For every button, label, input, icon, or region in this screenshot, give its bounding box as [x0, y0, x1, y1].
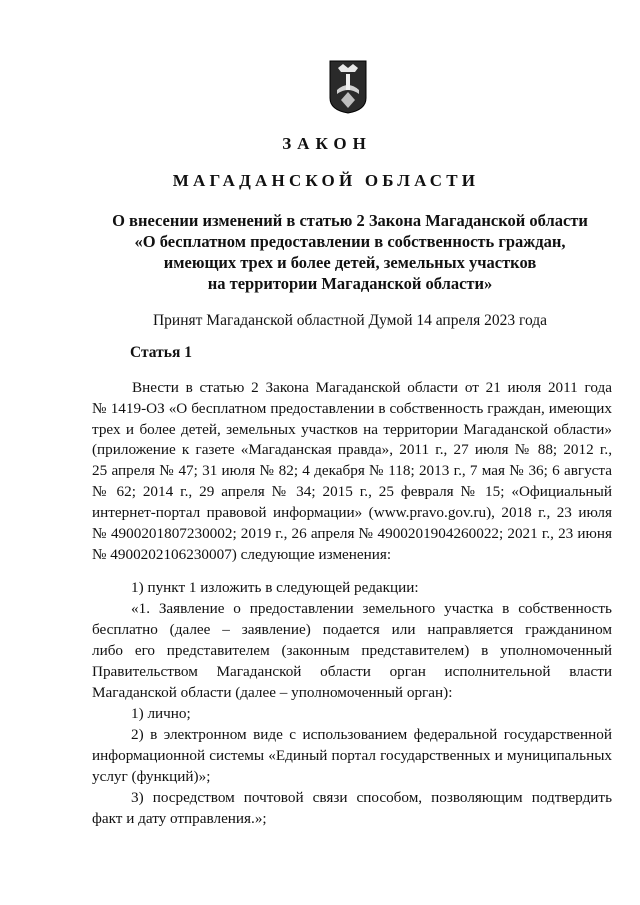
paragraph-line: Внести в статью 2 Закона Магаданской области от 21 июля 2011 года: [132, 379, 612, 396]
quoted-paragraph-line: Магаданской области (далее – уполномоченный орган):: [92, 684, 453, 701]
paragraph-line: № 4900201807230002; 2019 г., 26 апреля № 4900201904260022; 2021 г., 23 июня: [92, 525, 612, 542]
article-title: Статья 1: [130, 344, 192, 361]
law-title: ЗАКОН: [282, 134, 372, 153]
paragraph-line: № 62; 2014 г., 29 апреля № 34; 2015 г., 25 февраля № 15; «Официальный: [92, 483, 612, 500]
paragraph-line: (приложение к газете «Магаданская правда», 2011 г., 27 июля № 88; 2012 г.,: [92, 441, 612, 458]
item-line: 1) пункт 1 изложить в следующей редакции:: [131, 579, 419, 596]
law-heading: [80, 210, 620, 294]
paragraph-line: 25 апреля № 47; 31 июля № 82; 4 декабря № 118; 2013 г., 7 мая № 36; 6 августа: [92, 462, 612, 479]
quoted-paragraph-line: либо его представителем (законным представителем) в уполномоченный: [92, 642, 612, 659]
paragraph-line: трех и более детей, земельных участков на территории Магаданской области»: [92, 421, 612, 438]
paragraph-line: № 1419-ОЗ «О бесплатном предоставлении в собственность граждан, имеющих: [92, 400, 612, 417]
subitem-line: 1) лично;: [131, 705, 191, 722]
subitem-line: 2) в электронном виде с использованием федеральной государственной: [131, 726, 612, 743]
quoted-paragraph-line: «1. Заявление о предоставлении земельного участка в собственность: [131, 600, 612, 617]
subitem-line: 3) посредством почтовой связи способом, позволяющим подтвердить: [131, 789, 612, 806]
heading-line: «О бесплатном предоставлении в собственность граждан,: [134, 232, 566, 251]
subitem-line: факт и дату отправления.»;: [92, 810, 267, 827]
coat-of-arms-emblem: [329, 60, 367, 114]
heading-line: О внесении изменений в статью 2 Закона Магаданской области: [112, 211, 588, 230]
subitem-line: информационной системы «Единый портал государственных и муниципальных: [92, 747, 612, 764]
adoption-note: Принят Магаданской областной Думой 14 апреля 2023 года: [152, 312, 548, 329]
heading-line: имеющих трех и более детей, земельных участков: [163, 253, 537, 272]
subitem-line: услуг (функций)»;: [92, 768, 211, 785]
paragraph-line: интернет-портал правовой информации» (www.pravo.gov.ru), 2018 г., 23 июля: [92, 504, 612, 521]
quoted-paragraph-line: бесплатно (далее – заявление) подается или направляется гражданином: [92, 621, 612, 638]
quoted-paragraph-line: Правительством Магаданской области орган исполнительной власти: [92, 663, 612, 680]
paragraph-line: № 4900202106230007) следующие изменения:: [92, 546, 392, 563]
region-title: МАГАДАНСКОЙ ОБЛАСТИ: [172, 171, 480, 190]
heading-line: на территории Магаданской области»: [207, 274, 493, 293]
